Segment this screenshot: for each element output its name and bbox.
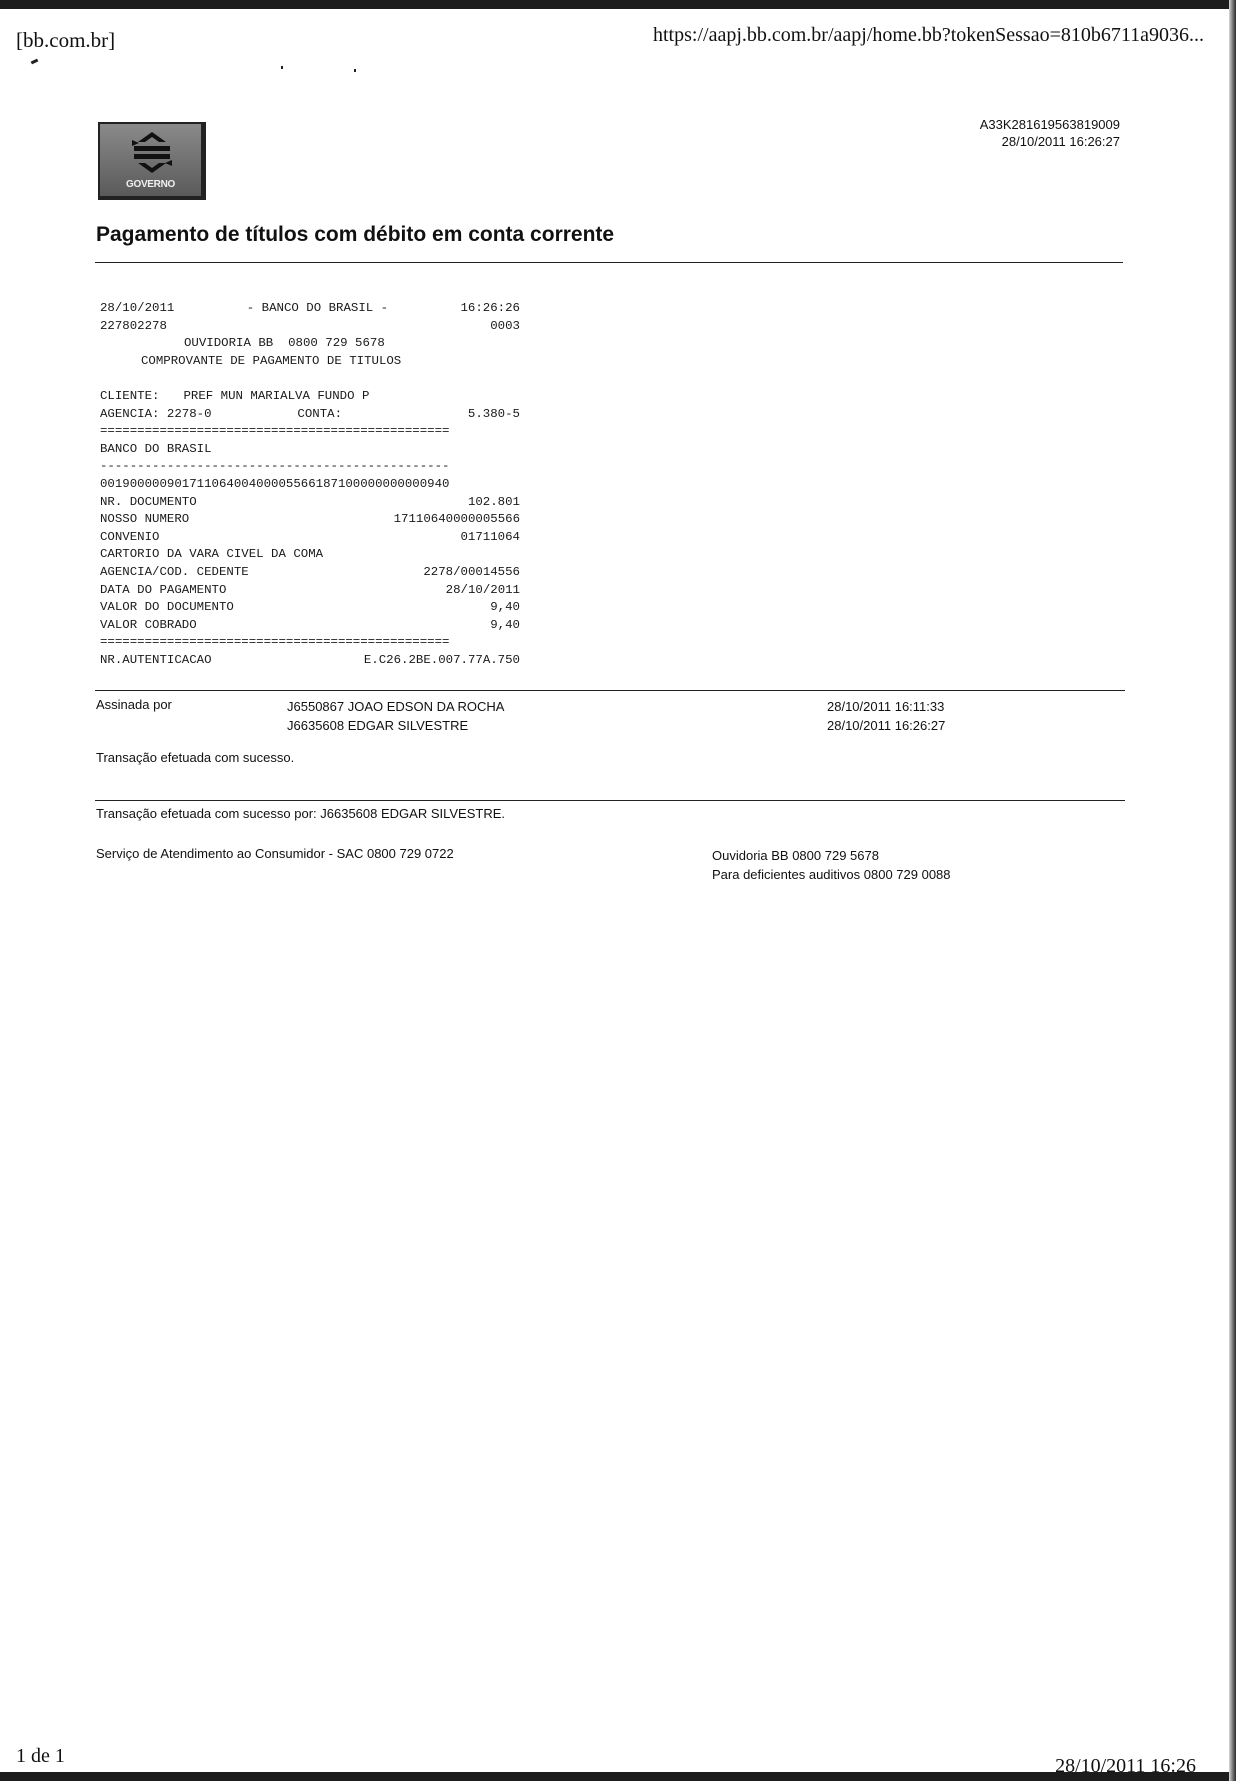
status-divider (95, 800, 1125, 801)
receipt-comprovante (100, 353, 520, 371)
title-divider (95, 262, 1123, 263)
agencia-label: AGENCIA: 2278-0 (100, 406, 212, 421)
logo-label: GOVERNO (125, 179, 176, 190)
scan-border-top (0, 0, 1236, 9)
print-site-label: [bb.com.br] (16, 28, 116, 52)
field-value: 9,40 (490, 600, 520, 615)
field-label: CARTORIO DA VARA CIVEL DA COMA (100, 547, 324, 562)
ouvidoria-contact (712, 846, 951, 884)
field-label: CONVENIO (100, 529, 160, 544)
payment-receipt (100, 300, 520, 669)
receipt-id-line (100, 318, 520, 336)
receipt-header-line (100, 300, 520, 318)
receipt-bank-name (100, 441, 520, 459)
receipt-field-row (100, 564, 520, 582)
receipt-cliente-line (100, 388, 520, 406)
bb-logo-icon (128, 130, 176, 176)
field-label: NOSSO NUMERO (100, 512, 190, 527)
status-by-message: Transação efetuada com sucesso por: J6635608 EDGAR SILVESTRE. (96, 806, 505, 821)
receipt-field-row (100, 546, 520, 564)
conta-label: CONTA: (297, 406, 343, 421)
receipt-field-row (100, 599, 520, 617)
document-meta (980, 116, 1120, 150)
receipt-date: 28/10/2011 (100, 301, 175, 315)
signer-datetime: 28/10/2011 16:11:33 (827, 699, 945, 714)
receipt-fields (100, 494, 520, 635)
signer-names (287, 697, 504, 735)
signer-datetime: 28/10/2011 16:26:27 (827, 718, 946, 733)
receipt-agencia-line (100, 406, 520, 424)
receipt-auth-line (100, 652, 520, 670)
receipt-field-row (100, 617, 520, 635)
field-value: 17110640000005566 (393, 512, 520, 527)
deficientes-phone: Para deficientes auditivos 0800 729 0088 (712, 867, 951, 882)
bank-name-text: BANCO DO BRASIL (100, 441, 212, 456)
separator-double: =============================================== (100, 635, 450, 650)
document-id: A33K281619563819009 (979, 117, 1120, 132)
sac-contact: Serviço de Atendimento ao Consumidor - SAC 0800 729 0722 (96, 846, 454, 861)
separator-double: =============================================== (100, 424, 450, 439)
receipt-barcode (100, 476, 520, 494)
receipt-divider (95, 690, 1125, 691)
print-url: https://aapj.bb.com.br/aapj/home.bb?tokenSessao=810b6711a9036... (653, 24, 1204, 46)
field-label: NR. DOCUMENTO (100, 494, 197, 509)
document-datetime: 28/10/2011 16:26:27 (1001, 134, 1120, 149)
receipt-terminal: 0003 (490, 318, 520, 333)
auth-value: E.C26.2BE.007.77A.750 (363, 652, 520, 667)
receipt-field-row (100, 529, 520, 547)
signer-dates (827, 697, 945, 735)
status-message: Transação efetuada com sucesso. (96, 750, 295, 765)
scan-speck (354, 69, 356, 72)
cliente-value: PREF MUN MARIALVA FUNDO P (183, 388, 370, 403)
field-value: 28/10/2011 (445, 582, 520, 597)
receipt-field-row (100, 511, 520, 529)
scan-speck (281, 66, 283, 69)
auth-label: NR.AUTENTICACAO (100, 652, 212, 667)
signer-name: J6635608 EDGAR SILVESTRE (287, 718, 469, 733)
bb-governo-logo (98, 122, 206, 200)
receipt-field-row (100, 494, 520, 512)
field-label: AGENCIA/COD. CEDENTE (100, 564, 249, 579)
receipt-time: 16:26:26 (460, 301, 520, 315)
receipt-bank-header: - BANCO DO BRASIL - (246, 301, 389, 315)
field-label: VALOR COBRADO (100, 617, 197, 632)
cliente-label: CLIENTE: (100, 388, 160, 403)
receipt-ouvidoria (100, 335, 520, 353)
receipt-comprovante-text: COMPROVANTE DE PAGAMENTO DE TITULOS (141, 353, 402, 368)
conta-value: 5.380-5 (467, 406, 520, 421)
signed-by-label: Assinada por (96, 697, 172, 712)
receipt-field-row (100, 582, 520, 600)
scan-border-right (1229, 0, 1236, 1781)
ouvidoria-phone: Ouvidoria BB 0800 729 5678 (712, 848, 879, 863)
field-value: 9,40 (490, 617, 520, 632)
receipt-ouvidoria-text: OUVIDORIA BB 0800 729 5678 (184, 336, 385, 351)
field-value: 01711064 (460, 529, 520, 544)
print-datetime: 28/10/2011 16:26 (1055, 1755, 1196, 1777)
separator-single: ----------------------------------------------- (100, 459, 450, 474)
page-count: 1 de 1 (16, 1745, 65, 1767)
scan-border-bottom (0, 1772, 1236, 1781)
field-value: 2278/00014556 (423, 564, 520, 579)
scan-speck (31, 59, 39, 65)
receipt-number: 227802278 (100, 318, 167, 333)
barcode-digits: 00190000090171106400400005566187100000000000940 (100, 476, 450, 491)
signer-name: J6550867 JOAO EDSON DA ROCHA (287, 699, 505, 714)
field-value: 102.801 (467, 494, 520, 509)
field-label: DATA DO PAGAMENTO (100, 582, 227, 597)
page-title: Pagamento de títulos com débito em conta corrente (96, 223, 615, 246)
field-label: VALOR DO DOCUMENTO (100, 600, 234, 615)
